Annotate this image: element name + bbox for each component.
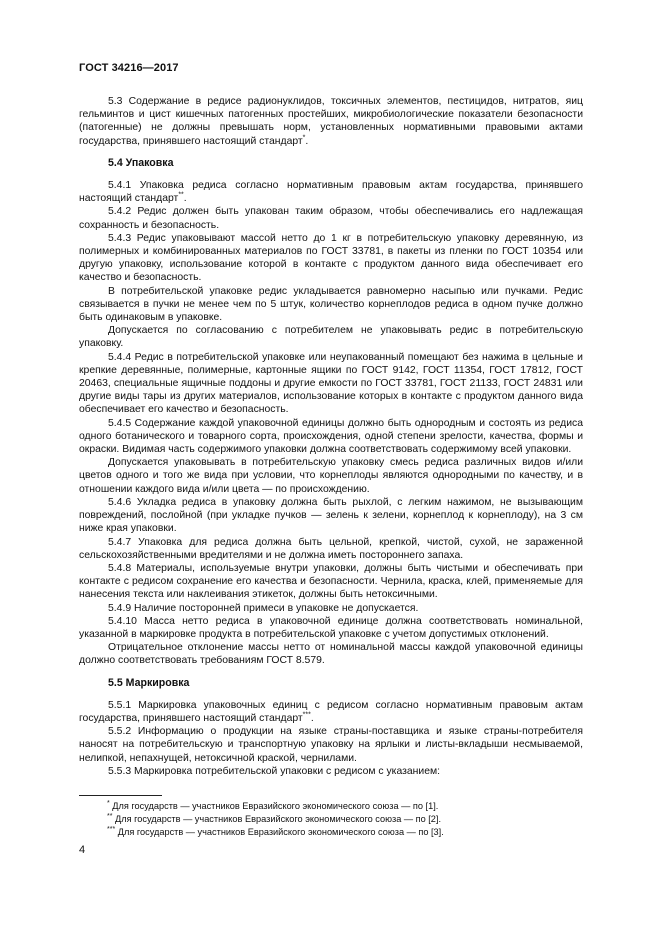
paragraph-text: 5.4.5 Содержание каждой упаковочной единицы должно быть однородным и состоять из редиса одного ботанического и товарного сорта, происхождения, одной степени зрелости, качества, формы и окраски. Видимая часть содержимого упаковки должна соответствовать содержимому всей упаковки. bbox=[79, 417, 583, 456]
page-number: 4 bbox=[79, 844, 86, 856]
paragraph bbox=[79, 232, 583, 285]
paragraph bbox=[79, 536, 583, 562]
paragraph-text: 5.4.2 Редис должен быть упакован таким образом, чтобы обеспечивались его надлежащая сохранность и безопасность. bbox=[79, 206, 583, 231]
footnote-ref: ** bbox=[178, 191, 184, 199]
paragraph bbox=[79, 417, 583, 457]
footnote-divider bbox=[79, 795, 162, 796]
section-heading bbox=[108, 157, 583, 170]
paragraph-text: Допускается упаковывать в потребительскую упаковку смесь редиса различных видов и/или цветов одного и того же вида при условии, что корнеплоды являются однородными по качеству, и в отношении каждого вида и/или цвета — по происхождению. bbox=[79, 457, 583, 495]
footnote bbox=[107, 800, 444, 813]
paragraph-tail: . bbox=[310, 712, 314, 724]
footnote-mark: * bbox=[107, 799, 110, 807]
paragraph bbox=[79, 765, 583, 778]
paragraph-text: 5.4.7 Упаковка для редиса должна быть цельной, крепкой, чистой, сухой, не зараженной сельскохозяйственными вредителями и не должна иметь постороннего запаха. bbox=[79, 536, 583, 561]
paragraph bbox=[79, 562, 583, 602]
paragraph-text: 5.4.3 Редис упаковывают массой нетто до 1 кг в потребительскую упаковку деревянную, из полимерных и комбинированных материалов по ГОСТ 33781, в пакеты из пленки по ГОСТ 10354 или другую упаковку, использование которой в контакте с продуктом данного вида обеспечивает его качество и безопасность. bbox=[79, 232, 583, 284]
paragraph bbox=[79, 456, 583, 496]
paragraph-text: Отрицательное отклонение массы нетто от номинальной массы каждой упаковочной единицы должно соответствовать требованиям ГОСТ 8.579. bbox=[79, 642, 583, 667]
paragraph-text: 5.4 Упаковка bbox=[108, 156, 174, 169]
paragraph-text: В потребительской упаковке редис укладывается равномерно насыпью или пучками. Редис связывается в пучки не менее чем по 5 штук, количество корнеплодов редиса в одном пучке должно быть одинаковым в упаковке. bbox=[79, 285, 583, 324]
paragraph bbox=[79, 699, 583, 725]
footnotes bbox=[107, 800, 444, 839]
footnote-mark: *** bbox=[107, 825, 116, 833]
paragraph-text: 5.4.8 Материалы, используемые внутри упаковки, должны быть чистыми и обеспечивать при контакте с редисом сохранение его качества и безопасности. Чернила, краска, клей, применяемые для нанесения текста или наклеивания этикеток, должны быть нетоксичными. bbox=[79, 562, 583, 601]
paragraph bbox=[79, 179, 583, 205]
paragraph bbox=[79, 324, 583, 350]
footnote-ref: *** bbox=[302, 711, 311, 719]
footnote-text: Для государств — участников Евразийского экономического союза — по [2]. bbox=[112, 814, 442, 824]
paragraph-tail: . bbox=[183, 193, 187, 205]
footnote-ref: * bbox=[302, 134, 306, 142]
paragraph-text: 5.4.6 Укладка редиса в упаковку должна быть рыхлой, с легким нажимом, не вызывающим повреждений, послойной (при укладке пучков — зелень к зелени, корнеплод к корнеплоду), на 3 см ниже края упаковки. bbox=[79, 496, 583, 535]
section-heading bbox=[108, 677, 583, 690]
paragraph bbox=[79, 602, 583, 615]
paragraph-text: 5.4.1 Упаковка редиса согласно нормативным правовым актам государства, принявшего настоящий стандарт bbox=[79, 180, 583, 205]
paragraph bbox=[79, 496, 583, 536]
footnote-mark: ** bbox=[107, 812, 113, 820]
paragraph bbox=[79, 95, 583, 148]
paragraph-text: 5.5 Маркировка bbox=[108, 676, 190, 689]
footnote-text: Для государств — участников Евразийского экономического союза — по [1]. bbox=[109, 801, 439, 811]
paragraph-text: 5.4.4 Редис в потребительской упаковке или неупакованный помещают без нажима в цельные и крепкие деревянные, полимерные, картонные ящики по ГОСТ 9142, ГОСТ 11354, ГОСТ 17812, ГОСТ 20463, специальные ящичные поддоны и другие емкости по ГОСТ 33781, ГОСТ 21133, ГОСТ 24831 или другие виды тары из других материалов, использование которых в контакте с продуктом данного вида обеспечивает его качество и безопасность. bbox=[79, 351, 583, 416]
paragraph-text: 5.3 Содержание в редисе радионуклидов, токсичных элементов, пестицидов, нитратов, яиц гельминтов и цист кишечных патогенных простейших, микробиологические показатели безопасности (патогенные) не должны превышать норм, установленных нормативными правовыми актами государства, принявшего настоящий стандарт bbox=[79, 96, 583, 147]
paragraph-text: 5.4.10 Масса нетто редиса в упаковочной единице должна соответствовать номинальной, указанной в маркировке продукта в потребительской упаковке с учетом допустимых отклонений. bbox=[79, 615, 583, 640]
paragraph-text: 5.5.3 Маркировка потребительской упаковки с редисом с указанием: bbox=[108, 765, 441, 777]
paragraph-text: 5.5.1 Маркировка упаковочных единиц с редисом согласно нормативным правовым актам государства, принявшего настоящий стандарт bbox=[79, 699, 583, 724]
paragraph bbox=[79, 641, 583, 667]
paragraph bbox=[79, 205, 583, 231]
paragraph bbox=[79, 615, 583, 641]
paragraph-text: Допускается по согласованию с потребителем не упаковывать редис в потребительскую упаковку. bbox=[79, 325, 583, 350]
paragraph-tail: . bbox=[305, 135, 309, 147]
document-body bbox=[79, 95, 583, 778]
page-header: ГОСТ 34216—2017 bbox=[79, 62, 179, 74]
paragraph-text: 5.4.9 Наличие посторонней примеси в упаковке не допускается. bbox=[108, 602, 419, 614]
paragraph bbox=[79, 725, 583, 765]
footnote bbox=[107, 826, 444, 839]
footnote bbox=[107, 813, 444, 826]
footnote-text: Для государств — участников Евразийского экономического союза — по [3]. bbox=[115, 827, 444, 837]
paragraph bbox=[79, 351, 583, 417]
paragraph-text: 5.5.2 Информацию о продукции на языке страны-поставщика и языке страны-потребителя наносят на потребительскую и транспортную упаковку на ярлыки и листы-вкладыши несмываемой, нелипкой, непахнущей, нетоксичной краской, чернилами. bbox=[79, 726, 583, 764]
paragraph bbox=[79, 285, 583, 325]
